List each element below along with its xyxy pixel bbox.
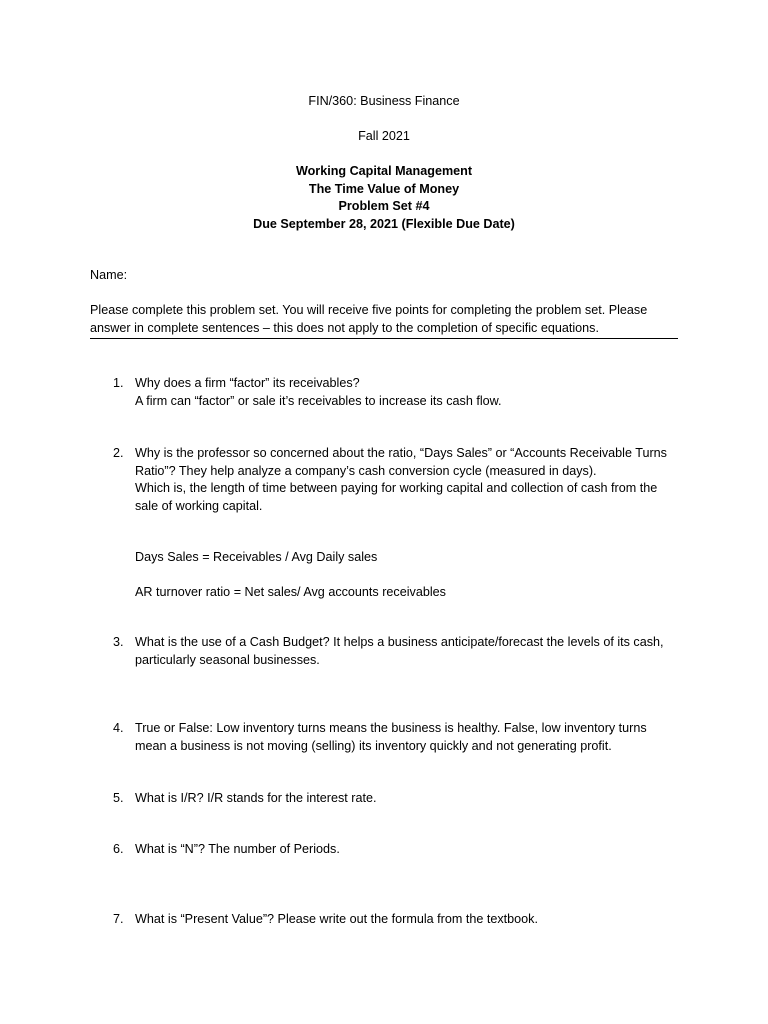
name-label: Name: <box>90 268 128 282</box>
formula-days-sales: Days Sales = Receivables / Avg Daily sales <box>135 550 378 564</box>
question-number: 4. <box>113 721 124 735</box>
instructions <box>90 302 680 337</box>
question-number: 1. <box>113 376 124 390</box>
term: Fall 2021 <box>358 129 410 143</box>
question-text <box>135 375 680 410</box>
title-line-3: Problem Set #4 <box>338 199 430 213</box>
question-text <box>135 720 680 755</box>
question-line: What is the use of a Cash Budget? It helps a business anticipate/forecast the levels of its cash, <box>135 635 664 649</box>
question-text: What is “N”? The number of Periods. <box>135 842 340 856</box>
question-line: Why is the professor so concerned about the ratio, “Days Sales” or “Accounts Receivable Turns <box>135 446 667 460</box>
question-text: What is “Present Value”? Please write out the formula from the textbook. <box>135 912 538 926</box>
title-line-4: Due September 28, 2021 (Flexible Due Date) <box>253 216 515 231</box>
question-number: 2. <box>113 446 124 460</box>
course-title: FIN/360: Business Finance <box>308 94 460 108</box>
question-text <box>135 634 680 669</box>
question-line: Why does a firm “factor” its receivables? <box>135 376 360 390</box>
divider <box>90 338 678 339</box>
question-text: What is I/R? I/R stands for the interest rate. <box>135 791 377 805</box>
title-line-1: Working Capital Management <box>295 164 473 178</box>
formula-ar-turnover: AR turnover ratio = Net sales/ Avg accounts receivables <box>135 585 446 599</box>
question-text <box>135 445 680 515</box>
question-number: 5. <box>113 791 124 805</box>
question-line: Ratio”? They help analyze a company’s cash conversion cycle (measured in days). <box>135 463 597 478</box>
answer-line: mean a business is not moving (selling) its inventory quickly and not generating profit. <box>135 738 612 753</box>
answer-line: A firm can “factor” or sale it’s receivables to increase its cash flow. <box>135 393 502 408</box>
question-number: 7. <box>113 912 124 926</box>
answer-line: particularly seasonal businesses. <box>135 652 320 667</box>
question-number: 6. <box>113 842 124 856</box>
title-line-2: The Time Value of Money <box>308 181 460 196</box>
doc-title <box>0 163 768 233</box>
answer-line: Which is, the length of time between paying for working capital and collection of cash from the <box>135 481 658 495</box>
question-number: 3. <box>113 635 124 649</box>
instructions-line-2: answer in complete sentences – this does not apply to the completion of specific equations. <box>90 320 599 335</box>
question-line: True or False: Low inventory turns means the business is healthy. False, low inventory turns <box>135 721 647 735</box>
instructions-line-1: Please complete this problem set. You will receive five points for completing the problem set. Please <box>90 303 648 317</box>
answer-line: sale of working capital. <box>135 498 263 513</box>
